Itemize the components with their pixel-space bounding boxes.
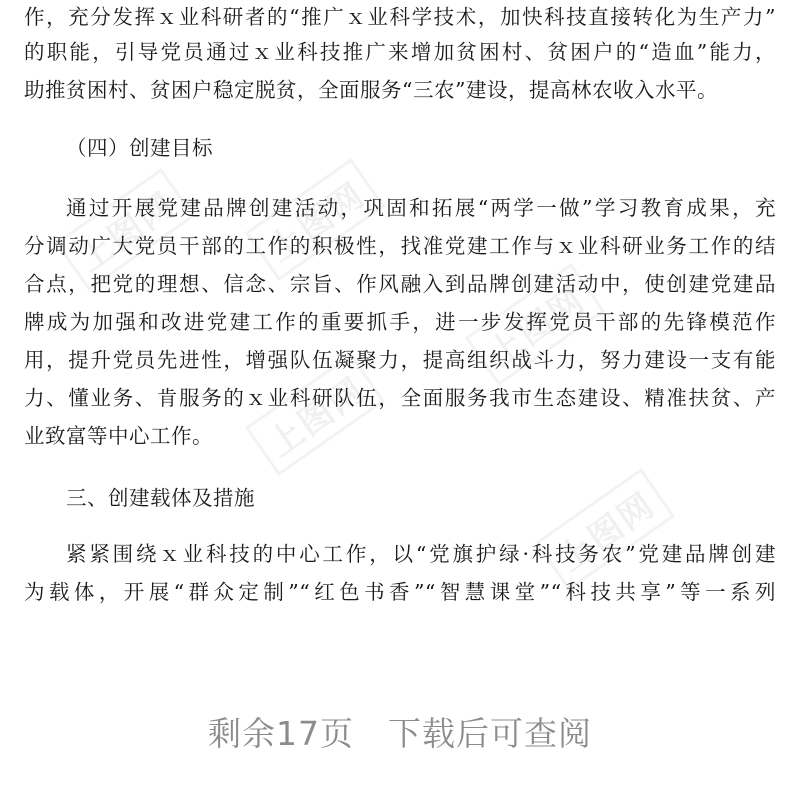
paragraph-line: 牌成为加强和改进党建工作的重要抓手，进一步发挥党员干部的先锋模范作 — [24, 310, 776, 334]
watermark-logo: 上图网 — [535, 468, 675, 591]
paragraph-line: 为载体，开展“群众定制”“红色书香”“智慧课堂”“科技共享”等一系列 — [24, 580, 776, 604]
paragraph-line: 的职能，引导党员通过ｘ业科技推广来增加贫困村、贫困户的“造血”能力， — [24, 40, 776, 64]
paragraph-line: 分调动广大党员干部的工作的积极性，找准党建工作与ｘ业科研业务工作的结 — [24, 234, 776, 258]
watermark-logo: 上图网 — [465, 263, 605, 386]
watermark-logo: 上图网 — [55, 168, 195, 291]
paragraph-line: 作，充分发挥ｘ业科研者的“推广ｘ业科学技术，加快科技直接转化为生产力” — [24, 5, 776, 29]
section-heading-goal: （四）创建目标 — [66, 136, 213, 160]
remaining-pages-notice[interactable]: 剩余17页 下载后可查阅 — [208, 714, 592, 753]
section-heading-carrier: 三、创建载体及措施 — [66, 486, 255, 510]
paragraph-line: 力、懂业务、肯服务的ｘ业科研队伍，全面服务我市生态建设、精准扶贫、产 — [24, 386, 776, 410]
paragraph-line: 紧紧围绕ｘ业科技的中心工作，以“党旗护绿·科技务农”党建品牌创建 — [66, 542, 776, 566]
paragraph-line: 用，提升党员先进性，增强队伍凝聚力，提高组织战斗力，努力建设一支有能 — [24, 348, 776, 372]
watermark-logo: 上图网 — [245, 158, 385, 281]
paragraph-line: 业致富等中心工作。 — [24, 424, 213, 448]
paragraph-line: 合点，把党的理想、信念、宗旨、作风融入到品牌创建活动中，使创建党建品 — [24, 272, 776, 296]
paragraph-line: 助推贫困村、贫困户稳定脱贫，全面服务“三农”建设，提高林农收入水平。 — [24, 78, 718, 102]
watermark-logo: 上图网 — [245, 353, 385, 476]
paragraph-line: 通过开展党建品牌创建活动，巩固和拓展“两学一做”学习教育成果，充 — [66, 196, 776, 220]
